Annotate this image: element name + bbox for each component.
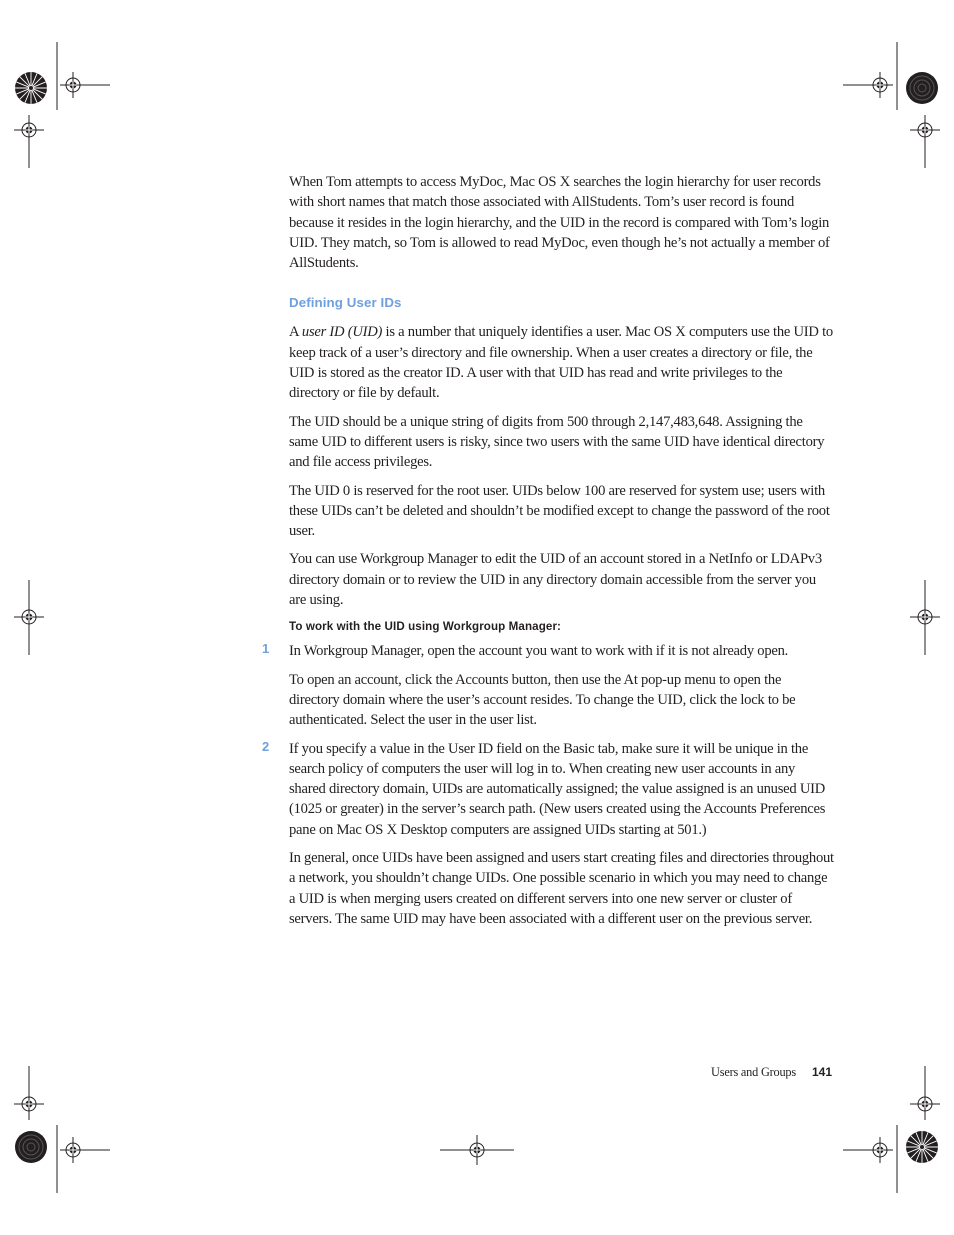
uid-definition-rest: is a number that uniquely identifies a user. Mac OS X computers use the UID to keep track of a user’s directory and file ownership. When a user creates a directory or file, the UID is stored as the creator ID. A user with that UID has read and write privileges to the directory or file by default. (289, 324, 833, 402)
step-detail: To open an account, click the Accounts button, then use the At pop-up menu to open the directory domain where the user’s account resides. To change the UID, click the lock to be authenticated. Select the user in the user list. (289, 671, 796, 729)
step-text: In Workgroup Manager, open the account you want to work with if it is not already open. (289, 643, 789, 660)
step-detail: In general, once UIDs have been assigned and users start creating files and directories throughout a network, you shouldn’t change UIDs. One possible scenario in which you may need to change a UID is when merging users created on different servers into one new server or cluster of servers. The same UID may have been associated with a different user on the previous server. (289, 850, 834, 927)
task-step (262, 738, 834, 840)
intro-paragraph: When Tom attempts to access MyDoc, Mac OS X searches the login hierarchy for user records with short names that match those associated with AllStudents. Tom’s user record is found because it resides in the login hierarchy, and the UID in the record is compared with Tom’s login UID. They match, so Tom is allowed to read MyDoc, even though he’s not actually a member of AllStudents. (289, 174, 830, 272)
section-heading: Defining User IDs (289, 295, 402, 311)
step-text: If you specify a value in the User ID field on the Basic tab, make sure it will be unique in the search policy of computers the user will log in to. When creating new user accounts in any shared directory domain, UIDs are automatically assigned; the value assigned is an unused UID (1025 or greater) in the server’s search path. (New users created using the Accounts Preferences pane on Mac OS X Desktop computers are assigned UIDs starting at 501.) (289, 740, 826, 838)
step-number: 2 (262, 738, 270, 754)
uid-term: user ID (UID) (301, 324, 383, 341)
uid-definition-prefix: A (289, 324, 302, 341)
footer-chapter-title: Users and Groups (711, 1065, 796, 1079)
task-heading: To work with the UID using Workgroup Manager: (289, 620, 562, 634)
step-number: 1 (262, 641, 270, 657)
page-body (262, 172, 834, 937)
page-footer (600, 1063, 832, 1081)
task-step (262, 641, 834, 661)
uid-reserved-paragraph: The UID 0 is reserved for the root user. UIDs below 100 are reserved for system use; users with these UIDs can’t be deleted and shouldn’t be modified except to change the password of the root user. (289, 482, 830, 540)
page-number: 141 (811, 1065, 832, 1079)
workgroup-manager-paragraph: You can use Workgroup Manager to edit the UID of an account stored in a NetInfo or LDAPv3 directory domain or to review the UID in any directory domain accessible from the server you are using. (289, 551, 822, 609)
uid-range-paragraph: The UID should be a unique string of digits from 500 through 2,147,483,648. Assigning the same UID to different users is risky, since two users with the same UID have identical directory and file access privileges. (289, 413, 825, 471)
uid-definition-paragraph (289, 322, 834, 403)
